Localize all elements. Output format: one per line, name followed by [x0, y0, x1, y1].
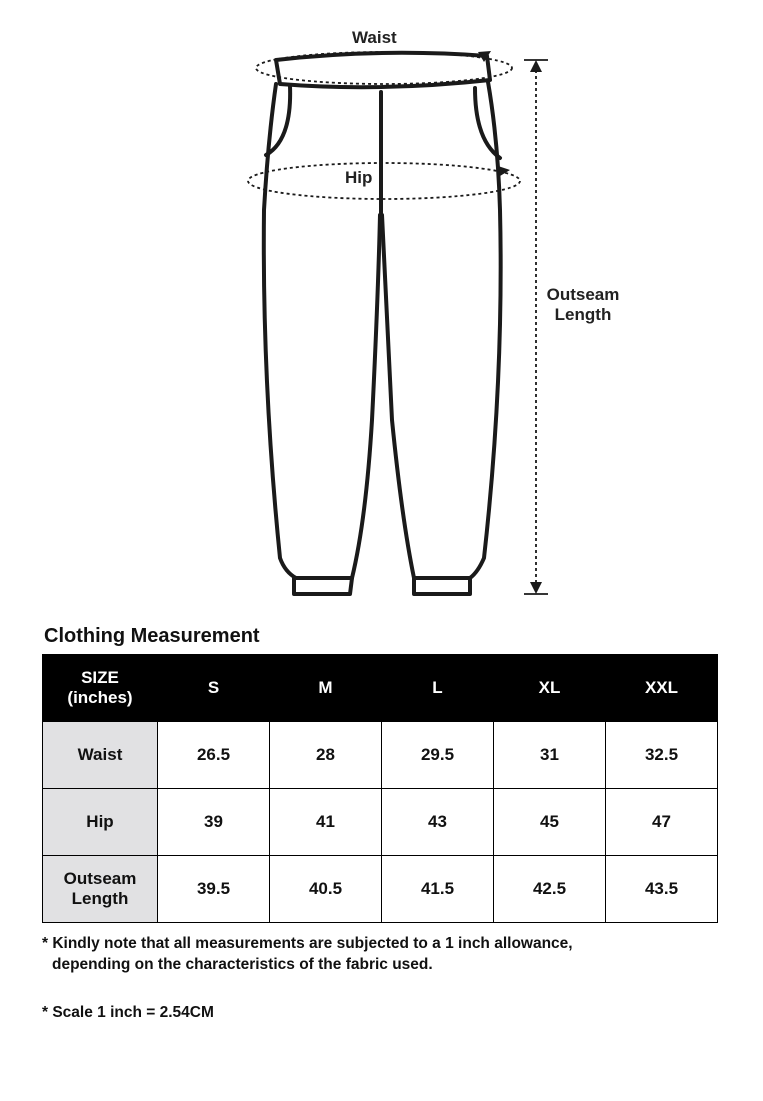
scale-note: * Scale 1 inch = 2.54CM: [42, 1004, 214, 1021]
right-cuff: [414, 578, 470, 594]
allowance-note-line2: depending on the characteristics of the fabric used.: [52, 956, 433, 973]
size-column-header: S: [158, 655, 270, 722]
table-cell: 41: [270, 789, 382, 856]
row-label: Hip: [43, 789, 158, 856]
measurement-guides: [248, 52, 536, 590]
table-cell: 42.5: [494, 856, 606, 923]
guide-ticks: [524, 60, 548, 594]
left-cuff: [294, 578, 352, 594]
size-column-header: XXL: [606, 655, 718, 722]
outseam-arrow-top: [530, 60, 542, 72]
row-label: Outseam Length: [43, 856, 158, 923]
row-label: Waist: [43, 722, 158, 789]
table-header-row: [43, 655, 718, 722]
table-cell: 26.5: [158, 722, 270, 789]
hip-arrow: [498, 166, 510, 176]
table-cell: 43: [382, 789, 494, 856]
table-row: [43, 722, 718, 789]
table-cell: 39: [158, 789, 270, 856]
left-leg: [264, 84, 380, 578]
size-header: SIZE (inches): [43, 655, 158, 722]
section-title: Clothing Measurement: [44, 625, 260, 647]
waist-label: Waist: [352, 28, 397, 47]
table-row: [43, 856, 718, 923]
table-cell: 43.5: [606, 856, 718, 923]
table-cell: 39.5: [158, 856, 270, 923]
pants-outline: [264, 53, 501, 594]
table-cell: 40.5: [270, 856, 382, 923]
size-chart-table: [42, 654, 718, 923]
size-column-header: M: [270, 655, 382, 722]
right-leg: [382, 82, 501, 578]
hip-guide: [248, 163, 520, 199]
hip-label: Hip: [345, 168, 373, 187]
table-cell: 29.5: [382, 722, 494, 789]
size-column-header: L: [382, 655, 494, 722]
allowance-note-line1: * Kindly note that all measurements are subjected to a 1 inch allowance,: [42, 935, 573, 952]
table-cell: 28: [270, 722, 382, 789]
allowance-note: [42, 933, 722, 975]
outseam-arrow-bottom: [530, 582, 542, 594]
table-cell: 45: [494, 789, 606, 856]
table-row: [43, 789, 718, 856]
size-column-header: XL: [494, 655, 606, 722]
table-cell: 47: [606, 789, 718, 856]
table-cell: 32.5: [606, 722, 718, 789]
waistband: [276, 53, 490, 87]
outseam-length-label: Outseam Length: [546, 285, 620, 324]
table-cell: 31: [494, 722, 606, 789]
table-cell: 41.5: [382, 856, 494, 923]
